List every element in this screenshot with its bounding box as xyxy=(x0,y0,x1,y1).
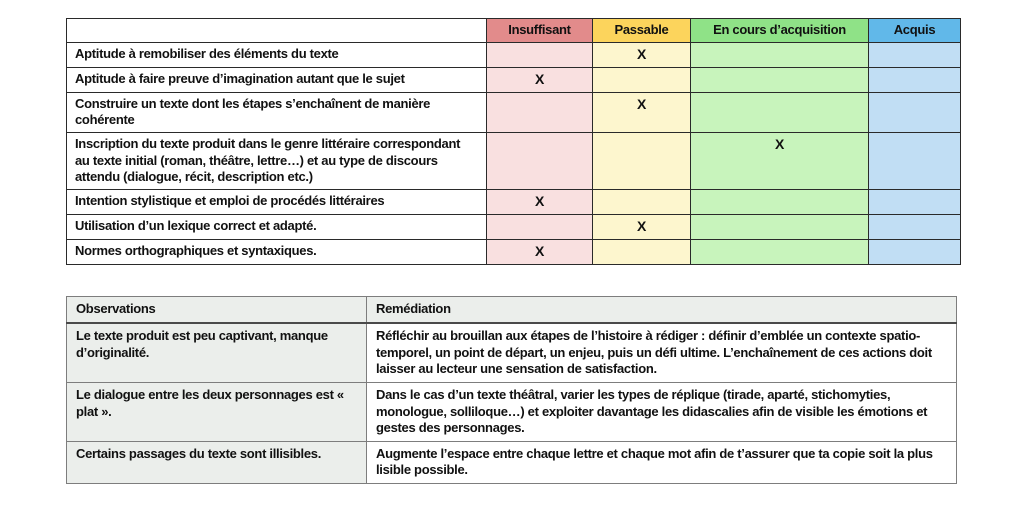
observation-cell: Le texte produit est peu captivant, manque d’originalité. xyxy=(67,323,367,382)
level-cell-marked: X xyxy=(593,92,691,132)
remediation-cell: Dans le cas d’un texte théâtral, varier les types de réplique (tirade, aparté, stichomyties, monologue, solliloque…) et exploiter davantage les didascalies afin de visible les émotions et gestes des personnages. xyxy=(367,382,957,441)
level-cell xyxy=(869,189,961,214)
rubric-table xyxy=(66,18,961,265)
level-cell xyxy=(487,133,593,190)
level-cell xyxy=(691,67,869,92)
criterion-label: Construire un texte dont les étapes s’enchaînent de manière cohérente xyxy=(67,92,487,132)
level-cell-marked: X xyxy=(487,239,593,264)
criterion-label: Aptitude à remobiliser des éléments du texte xyxy=(67,43,487,68)
feedback-body xyxy=(67,323,957,484)
rubric-row xyxy=(67,214,961,239)
level-cell xyxy=(593,239,691,264)
level-header-3: Acquis xyxy=(869,19,961,43)
level-cell xyxy=(869,133,961,190)
level-header-0: Insuffisant xyxy=(487,19,593,43)
level-cell-marked: X xyxy=(593,214,691,239)
level-cell xyxy=(869,214,961,239)
criterion-label: Intention stylistique et emploi de procédés littéraires xyxy=(67,189,487,214)
level-cell-marked: X xyxy=(487,67,593,92)
remediation-cell: Augmente l’espace entre chaque lettre et chaque mot afin de t’assurer que ta copie soit la plus lisible possible. xyxy=(367,441,957,483)
criterion-label: Normes orthographiques et syntaxiques. xyxy=(67,239,487,264)
criterion-label: Utilisation d’un lexique correct et adapté. xyxy=(67,214,487,239)
rubric-row xyxy=(67,189,961,214)
feedback-table xyxy=(66,296,957,484)
level-cell-marked: X xyxy=(691,133,869,190)
rubric-header-row xyxy=(67,19,961,43)
level-cell xyxy=(691,92,869,132)
level-cell xyxy=(487,214,593,239)
level-cell-marked: X xyxy=(487,189,593,214)
level-cell xyxy=(593,189,691,214)
level-cell xyxy=(869,92,961,132)
feedback-row xyxy=(67,323,957,382)
feedback-row xyxy=(67,382,957,441)
observations-header: Observations xyxy=(67,297,367,324)
feedback-header-row xyxy=(67,297,957,324)
level-cell xyxy=(691,189,869,214)
feedback-row xyxy=(67,441,957,483)
rubric-row xyxy=(67,133,961,190)
level-cell xyxy=(869,67,961,92)
observation-cell: Certains passages du texte sont illisibles. xyxy=(67,441,367,483)
level-header-2: En cours d’acquisition xyxy=(691,19,869,43)
level-header-1: Passable xyxy=(593,19,691,43)
rubric-corner-cell xyxy=(67,19,487,43)
criterion-label: Aptitude à faire preuve d’imagination autant que le sujet xyxy=(67,67,487,92)
observation-cell: Le dialogue entre les deux personnages est « plat ». xyxy=(67,382,367,441)
level-cell xyxy=(593,133,691,190)
criterion-label: Inscription du texte produit dans le genre littéraire correspondant au texte initial (roman, théâtre, lettre…) et au type de discours attendu (dialogue, récit, description etc.) xyxy=(67,133,487,190)
rubric-row xyxy=(67,67,961,92)
rubric-row xyxy=(67,239,961,264)
level-cell xyxy=(869,239,961,264)
level-cell-marked: X xyxy=(593,43,691,68)
level-cell xyxy=(593,67,691,92)
level-cell xyxy=(691,214,869,239)
level-cell xyxy=(691,239,869,264)
level-cell xyxy=(869,43,961,68)
rubric-row xyxy=(67,92,961,132)
remediation-cell: Réfléchir au brouillan aux étapes de l’histoire à rédiger : définir d’emblée un contexte spatio-temporel, un point de départ, un enjeu, puis un défi ultime. L’enchaînement de ces actions doit laisser au lecteur une sensation de satisfaction. xyxy=(367,323,957,382)
level-cell xyxy=(487,92,593,132)
level-cell xyxy=(691,43,869,68)
remediation-header: Remédiation xyxy=(367,297,957,324)
level-cell xyxy=(487,43,593,68)
rubric-body xyxy=(67,43,961,265)
rubric-row xyxy=(67,43,961,68)
